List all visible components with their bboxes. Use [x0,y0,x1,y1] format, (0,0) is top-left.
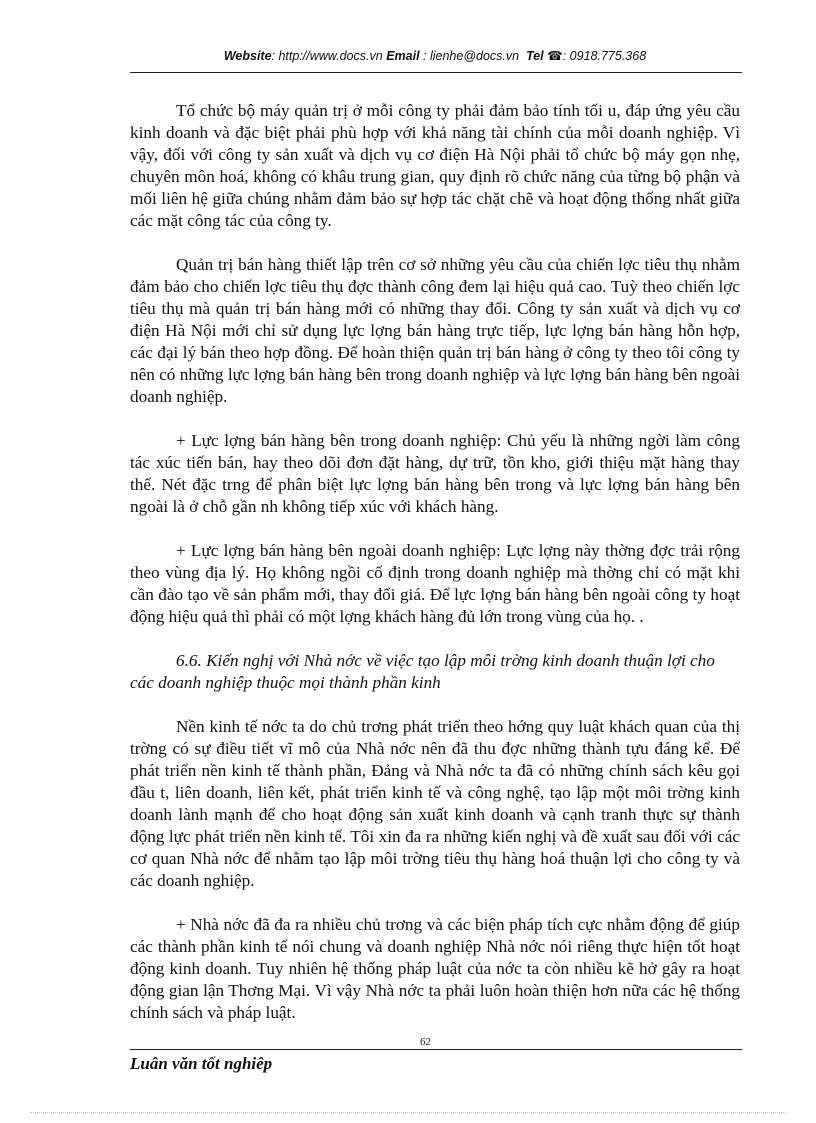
tel-label: Tel [526,49,544,63]
footer-title: Luân văn tốt nghiêp [130,1054,273,1073]
page-number: 62 [420,1036,431,1048]
page-header [130,48,740,72]
website-label: Website [223,49,272,63]
paragraph: Quản trị bán hàng thiết lập trên cơ sở những yêu cầu của chiến lợc tiêu thụ nhằm đảm bảo cho chiến lợc tiêu thụ đợc thành công đem lại hiệu quả cao. Tuỳ theo chiến lợc tiêu thụ mà quản trị bán hàng mới có những thay đổi. Công ty sản xuất và dịch vụ cơ điện Hà Nội mới chỉ sử dụng lực lợng bán hàng trực tiếp, lực lợng bán hàng hỗn hợp, các đại lý bán theo hợp đồng. Để hoàn thiện quản trị bán hàng ở công ty theo tôi công ty nên có những lực lợng bán hàng bên trong doanh nghiệp và lực lợng bán hàng bên ngoài doanh nghiệp. [130,255,740,406]
paragraph: + Nhà nớc đã đa ra nhiều chủ trơng và các biện pháp tích cực nhằm động để giúp các thành phần kinh tế nói chung và doanh nghiệp Nhà nớc nói riêng thực hiện tốt hoạt động kinh doanh. Tuy nhiên hệ thống pháp luật của nớc ta còn nhiều kẽ hở gây ra hoạt động gian lận Thơng Mại. Vì vậy Nhà nớc ta phải luôn hoàn thiện hơn nữa các hệ thống chính sách và pháp luật. [130,915,740,1022]
paragraph: + Lực lợng bán hàng bên ngoài doanh nghiệp: Lực lợng này thờng đợc trải rộng theo vùng địa lý. Họ không ngồi cố định trong doanh nghiệp mà thờng chỉ có mặt khi cần đào tạo về sản phẩm mới, thay đổi giá. Để lực lợng bán hàng bên ngoài công ty hoạt động hiệu quả thì phải có một lợng khách hàng đủ lớn trong vùng của họ. . [130,541,740,626]
section-heading: 6.6. Kiến nghị với Nhà nớc về việc tạo lập môi trờng kinh doanh thuận lợi cho các doanh nghiệp thuộc mọi thành phần kinh [130,651,715,692]
paragraph: Nền kinh tế nớc ta do chủ trơng phát triển theo hớng quy luật khách quan của thị trờng có sự điều tiết vĩ mô của Nhà nớc nên đã thu đợc những thành tựu đáng kể. Để phát triển nền kinh tế thành phần, Đảng và Nhà nớc ta đã có những chính sách kêu gọi đầu t, liên doanh, liên kết, phát triển kinh tế và công nghệ, tạo lập một môi trờng kinh doanh lành mạnh để cho hoạt động sản xuất kinh doanh và cạnh tranh thực sự thành động lực phát triển nền kinh tế. Tôi xin đa ra những kiến nghị và đề xuất sau đối với các cơ quan Nhà nớc để nhằm tạo lập môi trờng tiêu thụ hàng hoá thuận lợi cho công ty và các doanh nghiệp. [130,717,740,890]
footer-divider [130,1049,742,1050]
email-value: : lienhe@docs.vn [423,49,520,63]
phone-icon: ☎ [547,49,563,63]
page-body [130,100,740,1046]
paragraph: Tổ chức bộ máy quản trị ở mỗi công ty phải đảm bảo tính tối u, đáp ứng yêu cầu kinh doanh và đặc biệt phải phù hợp với khả năng tài chính của mỗi doanh nghiệp. Vì vậy, đối với công ty sản xuất và dịch vụ cơ điện Hà Nội phải tổ chức bộ máy gọn nhẹ, chuyên môn hoá, không có khâu trung gian, quy định rõ chức năng của từng bộ phận và mối liên hệ giữa chúng nhằm đảm bảo sự hợp tác chặt chẽ và hoạt động thống nhất giữa các mặt công tác của công ty. [130,101,740,230]
header-divider [130,72,742,73]
website-url: : http://www.docs.vn [271,49,383,63]
tel-value: : 0918.775.368 [562,49,647,63]
page-edge-dots [30,1112,786,1113]
email-label: Email [386,49,420,63]
paragraph: + Lực lợng bán hàng bên trong doanh nghiệp: Chủ yếu là những ngời làm công tác xúc tiến bán, hay theo dõi đơn đặt hàng, dự trữ, tồn kho, giới thiệu mặt hàng thay thế. Nét đặc trng để phân biệt lực lợng bán hàng bên trong và lực lợng bán hàng bên ngoài là ở chỗ gần nh không tiếp xúc với khách hàng. [130,431,740,516]
